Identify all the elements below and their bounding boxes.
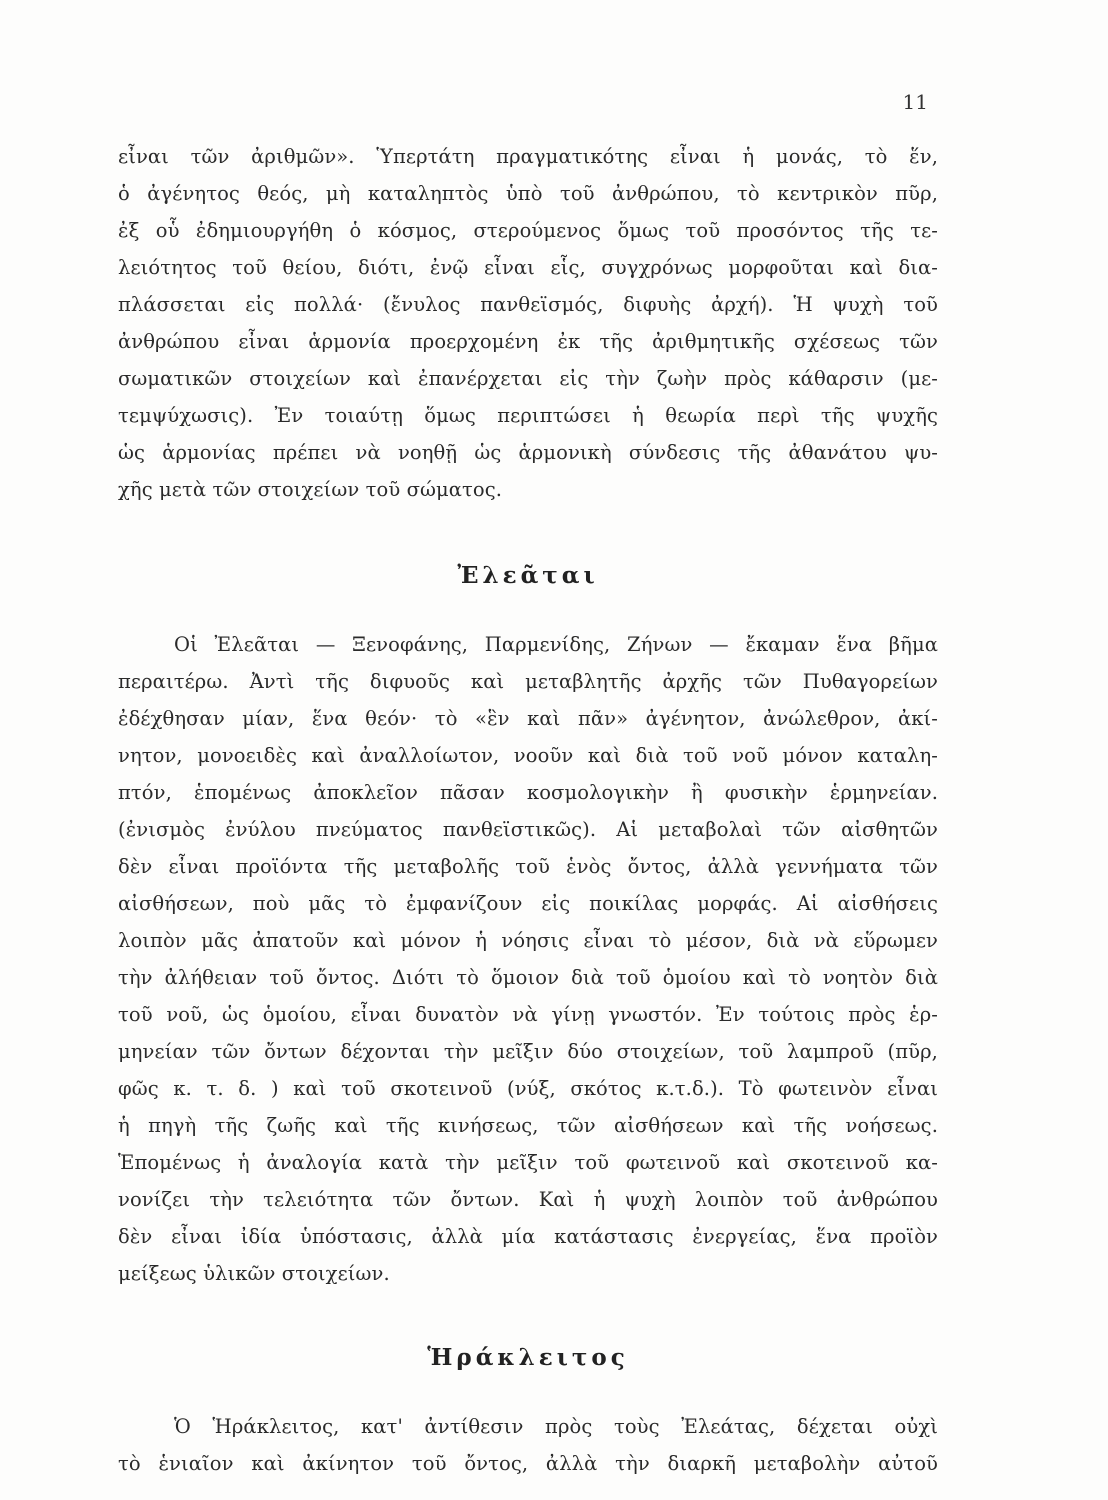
section-pythagoreans-continued xyxy=(118,138,938,508)
text-line: τοῦ νοῦ, ὡς ὁμοίου, εἶναι δυνατὸν νὰ γίνῃ γνωστόν. Ἐν τούτοις πρὸς ἑρ- xyxy=(118,1003,938,1026)
text-line: φῶς κ. τ. δ. ) καὶ τοῦ σκοτεινοῦ (νύξ, σκότος κ.τ.δ.). Τὸ φωτεινὸν εἶναι xyxy=(118,1077,938,1100)
section-heraclitus xyxy=(118,1408,938,1482)
text-line: ἀνθρώπου εἶναι ἁρμονία προερχομένη ἐκ τῆς ἀριθμητικῆς σχέσεως τῶν xyxy=(118,330,938,353)
section-eleatics xyxy=(118,626,938,1292)
text-line: ἐξ οὗ ἐδημιουργήθη ὁ κόσμος, στερούμενος ὅμως τοῦ προσόντος τῆς τε- xyxy=(118,219,938,242)
page-content xyxy=(118,138,938,1482)
text-line: νητον, μονοειδὲς καὶ ἀναλλοίωτον, νοοῦν καὶ διὰ τοῦ νοῦ μόνον καταλη- xyxy=(118,744,938,767)
text-line: πλάσσεται εἰς πολλά· (ἔνυλος πανθεϊσμός, διφυὴς ἀρχή). Ἡ ψυχὴ τοῦ xyxy=(118,293,938,316)
text-line: μηνείαν τῶν ὄντων δέχονται τὴν μεῖξιν δύο στοιχείων, τοῦ λαμπροῦ (πῦρ, xyxy=(118,1040,938,1063)
text-line: λοιπὸν μᾶς ἀπατοῦν καὶ μόνον ἡ νόησις εἶναι τὸ μέσον, διὰ νὰ εὕρωμεν xyxy=(118,929,938,952)
page-number: 11 xyxy=(902,90,928,114)
text-line: τὸ ἑνιαῖον καὶ ἀκίνητον τοῦ ὄντος, ἀλλὰ τὴν διαρκῆ μεταβολὴν αὐτοῦ xyxy=(118,1452,938,1475)
text-line: λειότητος τοῦ θείου, διότι, ἐνῷ εἶναι εἷς, συγχρόνως μορφοῦται καὶ δια- xyxy=(118,256,938,279)
text-line: αἰσθήσεων, ποὺ μᾶς τὸ ἐμφανίζουν εἰς ποικίλας μορφάς. Αἱ αἰσθήσεις xyxy=(118,892,938,915)
text-line: χῆς μετὰ τῶν στοιχείων τοῦ σώματος. xyxy=(118,478,503,501)
text-line: Ἑπομένως ἡ ἀναλογία κατὰ τὴν μεῖξιν τοῦ φωτεινοῦ καὶ σκοτεινοῦ κα- xyxy=(118,1151,938,1174)
text-line: δὲν εἶναι προϊόντα τῆς μεταβολῆς τοῦ ἑνὸς ὄντος, ἀλλὰ γεννήματα τῶν xyxy=(118,855,938,878)
text-line: ἡ πηγὴ τῆς ζωῆς καὶ τῆς κινήσεως, τῶν αἰσθήσεων καὶ τῆς νοήσεως. xyxy=(118,1114,938,1137)
text-line: ὡς ἁρμονίας πρέπει νὰ νοηθῇ ὡς ἁρμονικὴ σύνδεσις τῆς ἀθανάτου ψυ- xyxy=(118,441,938,464)
text-line: (ἐνισμὸς ἐνύλου πνεύματος πανθεϊστικῶς). Αἱ μεταβολαὶ τῶν αἰσθητῶν xyxy=(118,818,938,841)
text-line: Οἱ Ἐλεᾶται — Ξενοφάνης, Παρμενίδης, Ζήνων — ἔκαμαν ἕνα βῆμα xyxy=(174,633,938,656)
text-line: τὴν ἀλήθειαν τοῦ ὄντος. Διότι τὸ ὅμοιον διὰ τοῦ ὁμοίου καὶ τὸ νοητὸν διὰ xyxy=(118,966,938,989)
text-line: πτόν, ἑπομένως ἀποκλεῖον πᾶσαν κοσμολογικὴν ἢ φυσικὴν ἑρμηνείαν. xyxy=(118,781,938,804)
text-line: σωματικῶν στοιχείων καὶ ἐπανέρχεται εἰς τὴν ζωὴν πρὸς κάθαρσιν (με- xyxy=(118,367,938,390)
text-line: εἶναι τῶν ἀριθμῶν». Ὑπερτάτη πραγματικότης εἶναι ἡ μονάς, τὸ ἕν, xyxy=(118,145,938,168)
text-line: μείξεως ὑλικῶν στοιχείων. xyxy=(118,1262,390,1285)
text-line: ἐδέχθησαν μίαν, ἕνα θεόν· τὸ «ἓν καὶ πᾶν» ἀγένητον, ἀνώλεθρον, ἀκί- xyxy=(118,707,938,730)
text-line: τεμψύχωσις). Ἐν τοιαύτῃ ὅμως περιπτώσει ἡ θεωρία περὶ τῆς ψυχῆς xyxy=(118,404,938,427)
section-heading-heraclitus: Ἡράκλειτος xyxy=(427,1344,629,1371)
section-heading-eleatics: Ἐλεᾶται xyxy=(457,562,599,589)
text-line: περαιτέρω. Ἀντὶ τῆς διφυοῦς καὶ μεταβλητῆς ἀρχῆς τῶν Πυθαγορείων xyxy=(118,670,938,693)
text-line: Ὁ Ἡράκλειτος, κατ' ἀντίθεσιν πρὸς τοὺς Ἐλεάτας, δέχεται οὐχὶ xyxy=(174,1415,938,1438)
text-line: ὁ ἀγένητος θεός, μὴ καταληπτὸς ὑπὸ τοῦ ἀνθρώπου, τὸ κεντρικὸν πῦρ, xyxy=(118,182,938,205)
text-line: δὲν εἶναι ἰδία ὑπόστασις, ἀλλὰ μία κατάστασις ἐνεργείας, ἕνα προϊὸν xyxy=(118,1225,938,1248)
text-line: νονίζει τὴν τελειότητα τῶν ὄντων. Καὶ ἡ ψυχὴ λοιπὸν τοῦ ἀνθρώπου xyxy=(118,1188,938,1211)
